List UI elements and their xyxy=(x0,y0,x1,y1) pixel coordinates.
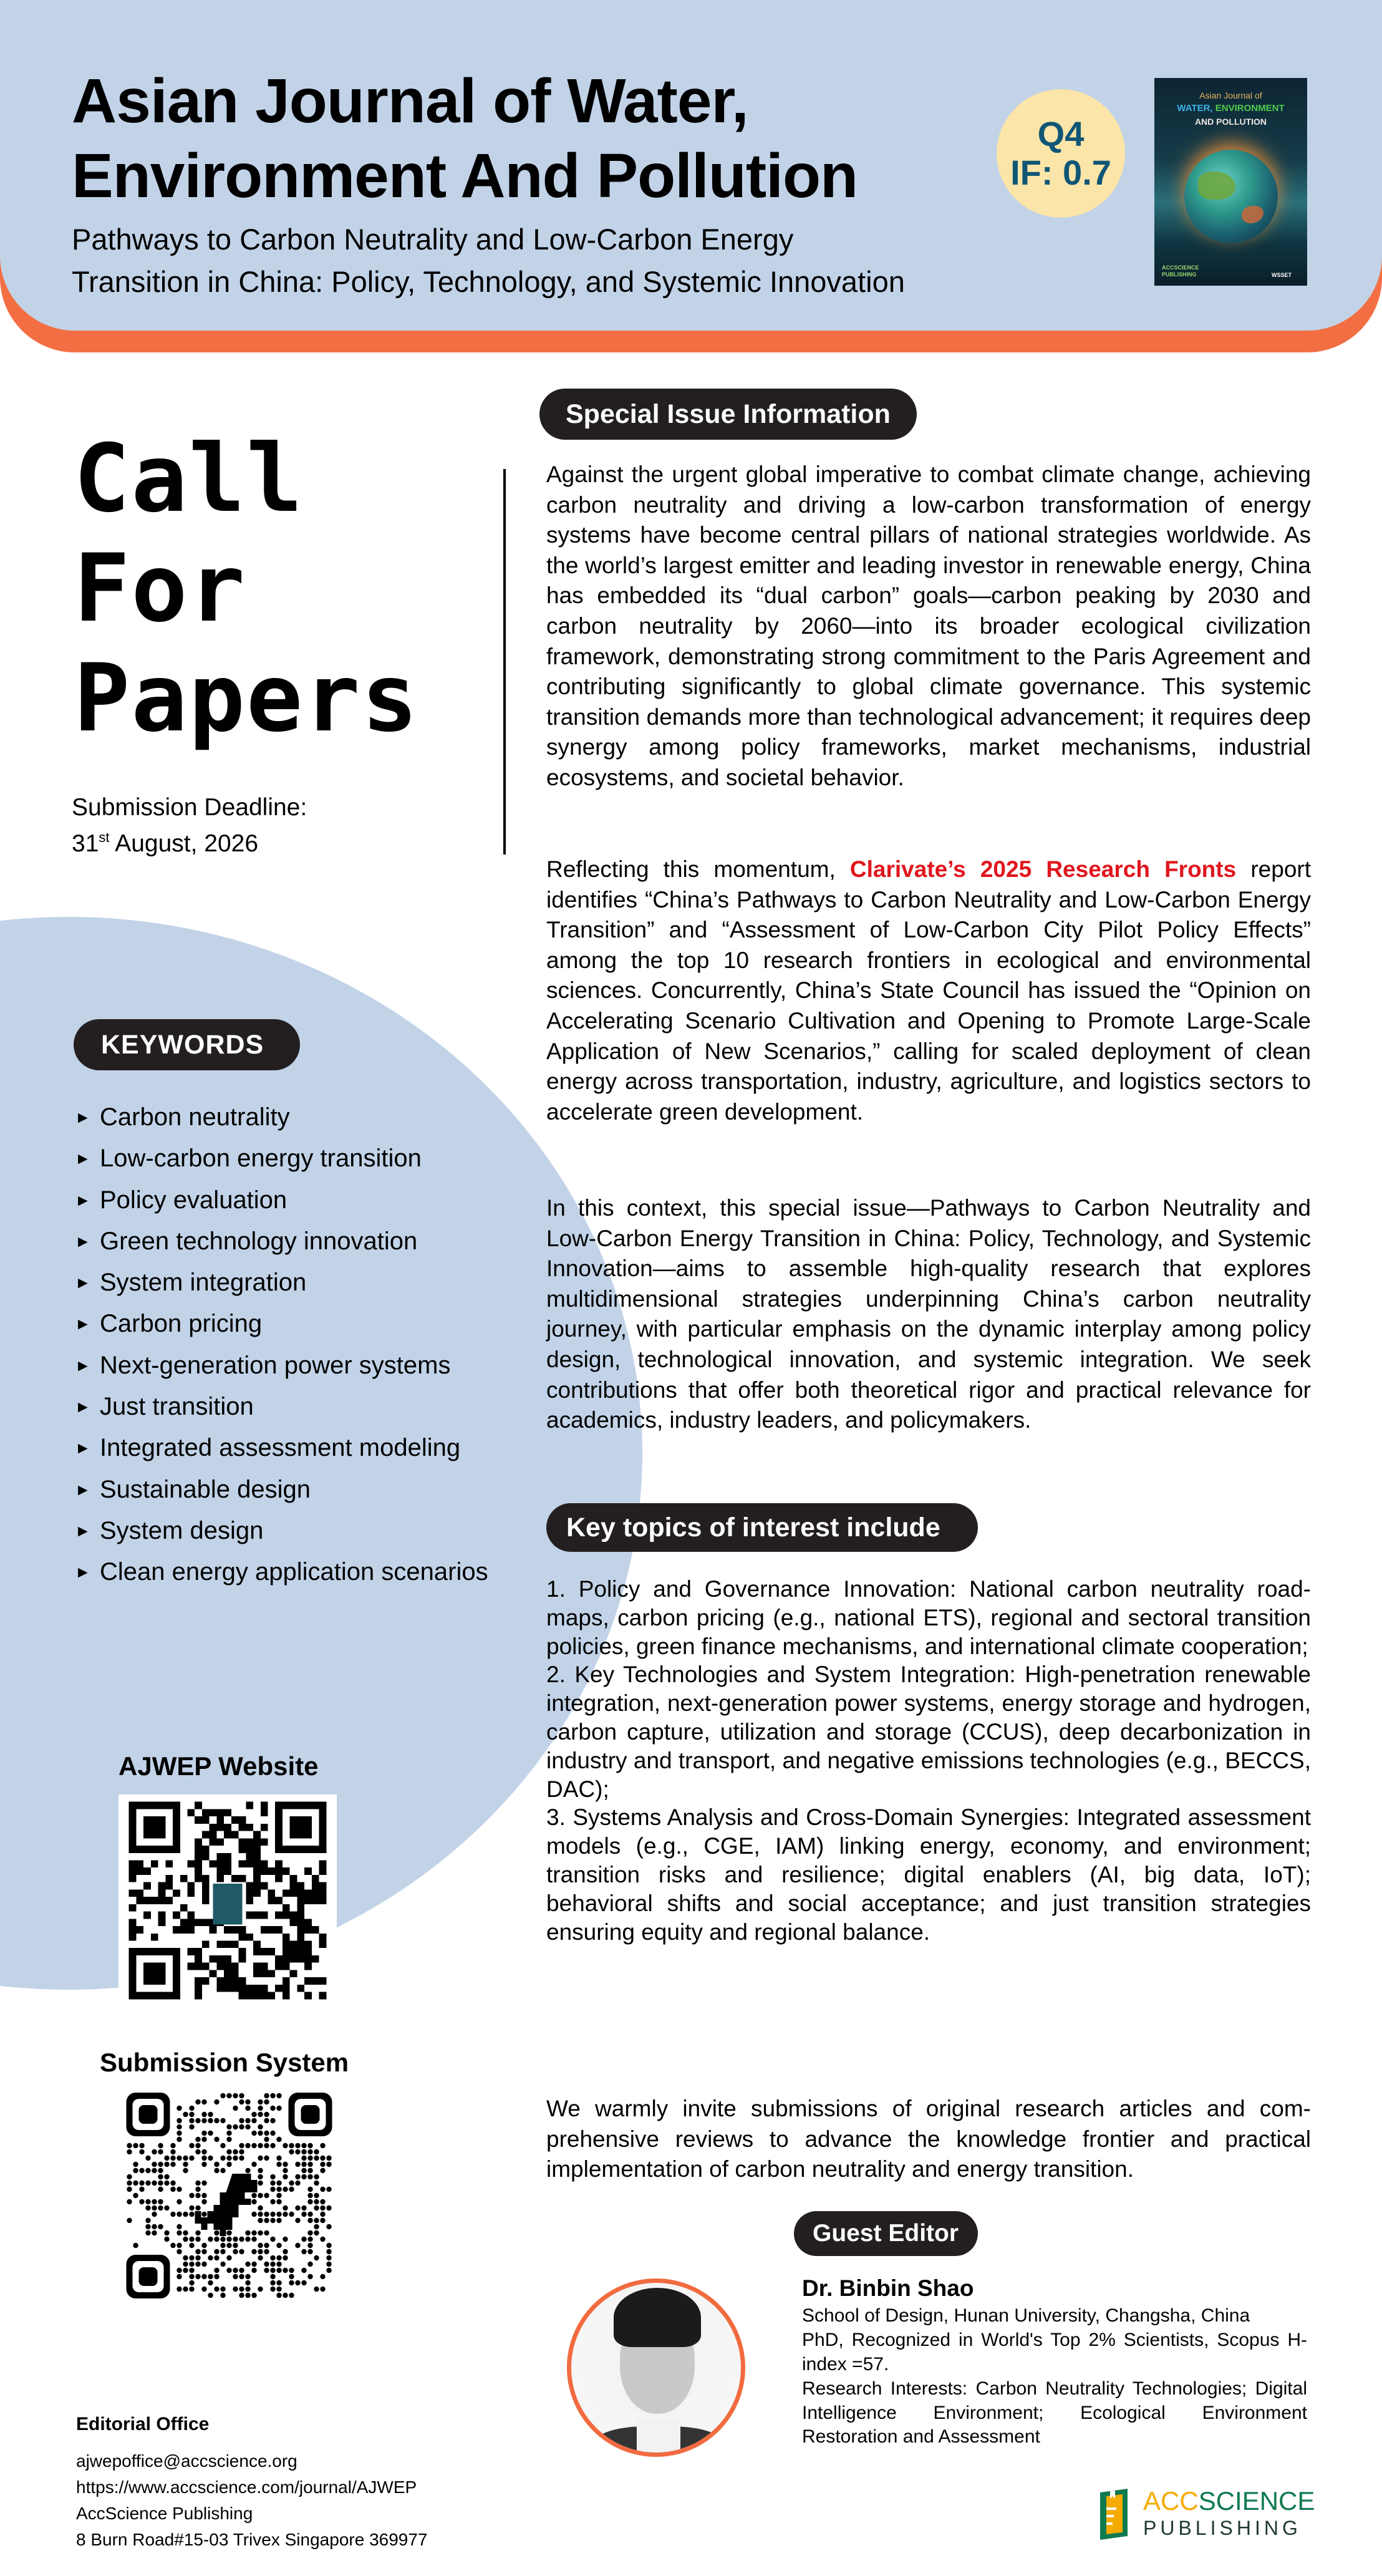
guest-editor-photo xyxy=(567,2278,745,2457)
photo-hair xyxy=(614,2288,701,2347)
bullet-triangle-icon: ► xyxy=(75,1190,91,1209)
submission-qr-label: Submission System xyxy=(100,2048,349,2077)
special-issue-heading: Special Issue Information xyxy=(539,389,917,440)
keyword-label: Clean energy application scenarios xyxy=(100,1558,488,1586)
bullet-triangle-icon: ► xyxy=(75,1149,91,1168)
key-topics-heading: Key topics of interest include xyxy=(546,1503,978,1552)
qr-code-icon xyxy=(118,1794,337,2007)
submission-qr-code[interactable] xyxy=(125,2093,334,2298)
divider-line xyxy=(503,469,506,855)
bullet-triangle-icon: ► xyxy=(75,1397,91,1416)
keyword-item xyxy=(75,1551,530,1592)
cfp-line-papers: Papers xyxy=(74,644,419,753)
globe-illustration xyxy=(1184,150,1278,243)
keyword-item xyxy=(75,1097,530,1138)
special-issue-title-line-1: Pathways to Carbon Neutrality and Low-Carbon Energy xyxy=(72,223,794,256)
guest-editor-heading: Guest Editor xyxy=(794,2211,978,2256)
cover-society-logo: WSSET xyxy=(1271,272,1292,278)
cover-publisher-logo: ACCSCIENCE PUBLISHING xyxy=(1162,264,1199,278)
keyword-item xyxy=(75,1469,530,1510)
bullet-triangle-icon: ► xyxy=(75,1521,91,1540)
keyword-item xyxy=(75,1427,530,1468)
keyword-label: Sustainable design xyxy=(100,1475,311,1503)
logo-science: SCIENCE xyxy=(1198,2486,1315,2515)
keyword-item xyxy=(75,1221,530,1262)
impact-factor-label: IF: 0.7 xyxy=(1010,153,1111,192)
context-paragraph: In this context, this special issue—Pathways to Carbon Neutrality and Low-Carbon Energy Transition in China: Policy, Technology, and Systemic Innovation—aims to assemble high-quality research that explores multidimensional strategies underpinning China’s carbon neutrality journey, with particular emphasis on the dynamic interplay among policy design, technological innovation, and systemic integration. We seek contributions that offer both theoretical rigor and practical relevance for academics, industry leaders, and policymakers. xyxy=(546,1195,1311,1433)
cover-line-2 xyxy=(1154,103,1307,114)
keywords-list xyxy=(75,1097,530,1593)
keyword-label: Carbon pricing xyxy=(100,1310,263,1338)
research-fronts-paragraph xyxy=(546,855,1311,1127)
website-qr-code[interactable] xyxy=(118,1794,337,2007)
logo-acc: ACC xyxy=(1143,2486,1199,2515)
keyword-label: Low-carbon energy transition xyxy=(100,1145,422,1173)
journal-title-line-2: Environment And Pollution xyxy=(72,141,858,211)
keyword-label: System integration xyxy=(100,1269,307,1297)
journal-cover-image xyxy=(1154,78,1307,286)
topic-item: 2. Key Technologies and System Integration: High-penetration renewable integration, next-generation power systems, energy storage and hydrogen, carbon capture, utilization and storage (CCUS), deep decarbonization in industry and transport, and negative emissions technologies (e.g., BECCS, DAC); xyxy=(546,1662,1311,1802)
qr-code-icon xyxy=(125,2093,334,2298)
keyword-label: Just transition xyxy=(100,1393,254,1421)
office-website-link[interactable]: https://www.accscience.com/journal/AJWEP xyxy=(76,2477,417,2497)
key-topics-list xyxy=(546,1575,1311,1946)
book-icon xyxy=(1098,2489,1132,2540)
deadline-date xyxy=(72,822,258,859)
cover-line-3: AND POLLUTION xyxy=(1194,117,1267,127)
guest-editor-affiliation: School of Design, Hunan University, Changsha, China xyxy=(802,2305,1250,2326)
bullet-triangle-icon: ► xyxy=(75,1438,91,1458)
website-qr-label: AJWEP Website xyxy=(118,1751,319,1781)
topic-item: 1. Policy and Governance Innovation: National carbon neutrality roadmaps, carbon pricing (e.g., national ETS), regional and sectoral transition policies, green finance mechanisms, and international climate cooperation; xyxy=(546,1576,1311,1659)
guest-editor-name: Dr. Binbin Shao xyxy=(802,2275,974,2301)
keyword-item xyxy=(75,1303,530,1344)
deadline-label: Submission Deadline: xyxy=(72,794,307,821)
keyword-label: Integrated assessment modeling xyxy=(100,1434,461,1462)
clarivate-highlight: Clarivate’s 2025 Research Fronts xyxy=(849,856,1237,882)
keyword-label: Next-generation power systems xyxy=(100,1351,451,1379)
journal-title xyxy=(72,64,988,213)
deadline-day: 31 xyxy=(72,830,99,857)
cover-line-1: Asian Journal of xyxy=(1199,90,1262,100)
special-issue-title xyxy=(72,218,1107,303)
invitation-paragraph: We warmly invite submissions of original research articles and comprehensive reviews to advance the knowledge frontier and practical implementation of carbon neutrality and energy transition. xyxy=(546,2096,1311,2182)
keyword-label: Green technology innovation xyxy=(100,1227,418,1255)
cover-word-water: WATER, xyxy=(1177,103,1213,114)
bullet-triangle-icon: ► xyxy=(75,1231,91,1251)
bullet-triangle-icon: ► xyxy=(75,1108,91,1126)
keywords-heading: KEYWORDS xyxy=(74,1019,300,1070)
keyword-item xyxy=(75,1510,530,1551)
bullet-triangle-icon: ► xyxy=(75,1273,91,1292)
photo-collar xyxy=(637,2419,680,2456)
call-for-papers-heading xyxy=(74,424,485,753)
bullet-triangle-icon: ► xyxy=(75,1314,91,1334)
keyword-label: Carbon neutrality xyxy=(100,1103,290,1131)
office-publisher: AccScience Publishing xyxy=(76,2504,253,2523)
metrics-badge xyxy=(997,89,1125,218)
paragraph-lead: Reflecting this momentum, xyxy=(546,856,850,882)
deadline-month-year: August, 2026 xyxy=(109,830,259,857)
paragraph-rest: report identifies “China’s Pathways to Carbon Neutrality and Low-Carbon Energy Transition” and “Assessment of Low-Carbon City Pilot Policy Effects” among the top 10 research frontiers in ecological and environmental sciences. Concurrently, China’s State Council has issued the “Opinion on Accelerating Scenario Cultivation and Opening to Promote Large-Scale Application of New Scenarios,” calling for scaled deployment of clean energy across transportation, industry, agriculture, and logistics sectors to accelerate green development. xyxy=(546,856,1311,1125)
logo-publishing: PUBLISHING xyxy=(1143,2517,1302,2539)
keyword-item xyxy=(75,1262,530,1303)
cfp-line-for: For xyxy=(74,535,246,643)
deadline-ordinal: st xyxy=(99,830,110,845)
quartile-label: Q4 xyxy=(1037,114,1085,153)
bullet-triangle-icon: ► xyxy=(75,1562,91,1582)
keyword-item xyxy=(75,1345,530,1386)
bullet-triangle-icon: ► xyxy=(75,1479,91,1499)
topic-item: 3. Systems Analysis and Cross-Domain Synergies: Integrated assessment models (e.g., CGE, IAM) linking energy, economy, and environment; transition risks and resilience; digital enablers (AI, big data, IoT); behavioral shifts and social acceptance; and just transition strategies ensuring equity and regional balance. xyxy=(546,1804,1311,1945)
keyword-item xyxy=(75,1179,530,1221)
keyword-item xyxy=(75,1138,530,1179)
continent-shape xyxy=(1198,172,1235,200)
cover-word-environment: ENVIRONMENT xyxy=(1215,103,1285,114)
logo-wordmark xyxy=(1143,2487,1315,2515)
cfp-line-call: Call xyxy=(74,425,304,533)
guest-editor-interests: Research Interests: Carbon Neutrality Technologies; Digital Intelligence Environment; Ecological Environment Restoration and Assessment xyxy=(802,2378,1307,2448)
keyword-label: Policy evaluation xyxy=(100,1186,288,1214)
editorial-office-heading: Editorial Office xyxy=(76,2414,210,2434)
intro-paragraph: Against the urgent global imperative to combat climate change, achieving carbon neutrality and driving a low-carbon transformation of energy systems have become central pillars of national strategies worldwide. As the world’s largest emitter and leading investor in renewable energy, China has embedded its “dual carbon” goals—carbon peaking by 2030 and carbon neutrality by 2060—into its broader ecological civilization framework, demonstrating strong commitment to the Paris Agreement and contributing significantly to global climate governance. This systemic transition demands more than technological advancement; it requires deep synergy among policy frameworks, market mechanisms, industrial ecosystems, and societal behavior. xyxy=(546,462,1311,790)
office-email[interactable]: ajwepoffice@accscience.org xyxy=(76,2451,297,2471)
accscience-logo xyxy=(1094,2486,1319,2545)
keyword-label: System design xyxy=(100,1516,264,1544)
special-issue-title-line-2: Transition in China: Policy, Technology, and Systemic Innovation xyxy=(72,265,905,298)
office-address: 8 Burn Road#15-03 Trivex Singapore 369977 xyxy=(76,2530,428,2549)
guest-editor-credentials: PhD, Recognized in World's Top 2% Scientists, Scopus H-index =57. xyxy=(802,2330,1307,2375)
bullet-triangle-icon: ► xyxy=(75,1355,91,1375)
keyword-item xyxy=(75,1386,530,1427)
journal-title-line-1: Asian Journal of Water, xyxy=(72,66,748,136)
